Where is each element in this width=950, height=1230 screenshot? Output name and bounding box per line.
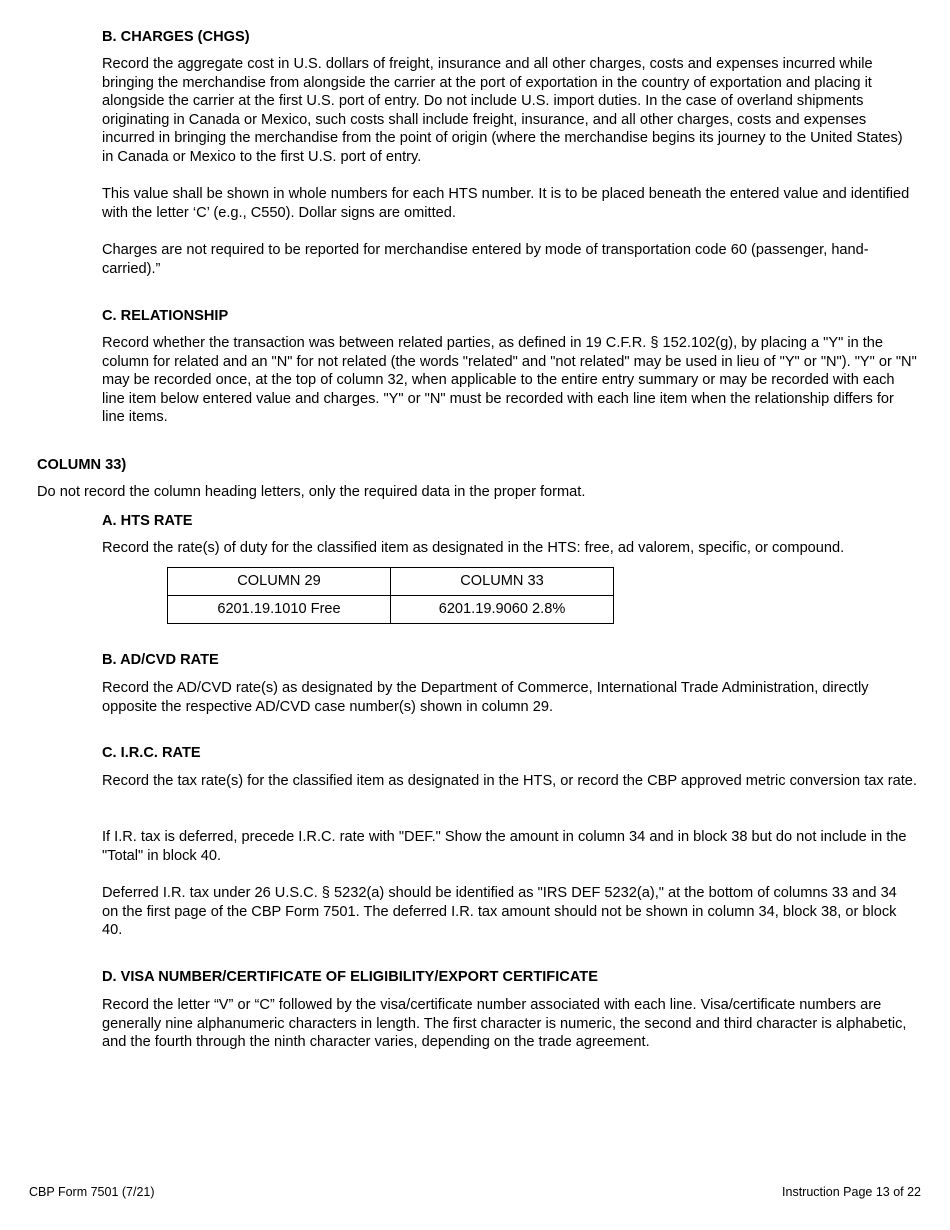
column-33-heading: COLUMN 33) <box>37 457 127 473</box>
footer-form-number: CBP Form 7501 (7/21) <box>29 1185 155 1199</box>
table-cell: 6201.19.9060 2.8% <box>391 596 614 624</box>
relationship-heading: C. RELATIONSHIP <box>102 308 229 324</box>
charges-heading: B. CHARGES (CHGS) <box>102 29 250 45</box>
hts-rate-paragraph: Record the rate(s) of duty for the classified item as designated in the HTS: free, ad valorem, specific, or compound. <box>102 540 845 556</box>
hts-rate-table <box>167 567 614 624</box>
table-header-cell: COLUMN 29 <box>168 568 391 596</box>
irc-rate-paragraph-3: Deferred I.R. tax under 26 U.S.C. § 5232(a) should be identified as "IRS DEF 5232(a)," at the bottom of columns 33 and 34 on the first page of the CBP Form 7501. The deferred I.R. tax amount should not be shown in column 34, block 38, or block 40. <box>102 885 897 939</box>
charges-paragraph-3: Charges are not required to be reported for merchandise entered by mode of transportation code 60 (passenger, hand-carried).” <box>102 242 869 277</box>
irc-rate-heading: C. I.R.C. RATE <box>102 745 201 761</box>
relationship-paragraph: Record whether the transaction was between related parties, as defined in 19 C.F.R. § 152.102(g), by placing a "Y" in the column for related and an "N" for not related (the words "related" and "not related" may be used in lieu of "Y" or "N"). "Y" or "N" may be recorded once, at the top of column 32, when applicable to the entire entry summary or may be recorded with each line item below entered value and charges. "Y" or "N" must be recorded with each line item when the relationship differs for line items. <box>102 335 917 426</box>
visa-number-paragraph: Record the letter “V” or “C” followed by the visa/certificate number associated with each line. Visa/certificate numbers are generally nine alphanumeric characters in length. The first character is numeric, the second and third character is alphabetic, and the fourth through the ninth character varies, depending on the trade agreement. <box>102 997 907 1051</box>
table-cell: 6201.19.1010 Free <box>168 596 391 624</box>
hts-rate-heading: A. HTS RATE <box>102 513 193 529</box>
column-33-intro: Do not record the column heading letters, only the required data in the proper format. <box>37 484 586 500</box>
charges-paragraph-1: Record the aggregate cost in U.S. dollars of freight, insurance and all other charges, costs and expenses incurred while bringing the merchandise from alongside the carrier at the port of exportation in the country of exportation and placing it alongside the carrier at the first U.S. port of entry. Do not include U.S. import duties. In the case of overland shipments originating in Canada or Mexico, such costs shall include freight, insurance, and all other charges, costs and expenses incurred in bringing the merchandise from the point of origin (where the merchandise begins its journey to the United States) in Canada or Mexico to the first U.S. port of entry. <box>102 56 903 165</box>
charges-paragraph-2: This value shall be shown in whole numbers for each HTS number. It is to be placed beneath the entered value and identified with the letter ‘C’ (e.g., C550). Dollar signs are omitted. <box>102 186 910 221</box>
visa-number-heading: D. VISA NUMBER/CERTIFICATE OF ELIGIBILITY/EXPORT CERTIFICATE <box>102 969 598 985</box>
table-row <box>168 596 614 624</box>
table-header-cell: COLUMN 33 <box>391 568 614 596</box>
adcvd-rate-paragraph: Record the AD/CVD rate(s) as designated by the Department of Commerce, International Trade Administration, directly opposite the respective AD/CVD case number(s) shown in column 29. <box>102 680 869 715</box>
irc-rate-paragraph-2: If I.R. tax is deferred, precede I.R.C. rate with "DEF." Show the amount in column 34 and in block 38 but do not include in the "Total" in block 40. <box>102 829 907 864</box>
adcvd-rate-heading: B. AD/CVD RATE <box>102 652 219 668</box>
irc-rate-paragraph-1: Record the tax rate(s) for the classified item as designated in the HTS, or record the CBP approved metric conversion tax rate. <box>102 773 917 789</box>
table-header-row <box>168 568 614 596</box>
footer-page-number: Instruction Page 13 of 22 <box>782 1185 921 1199</box>
